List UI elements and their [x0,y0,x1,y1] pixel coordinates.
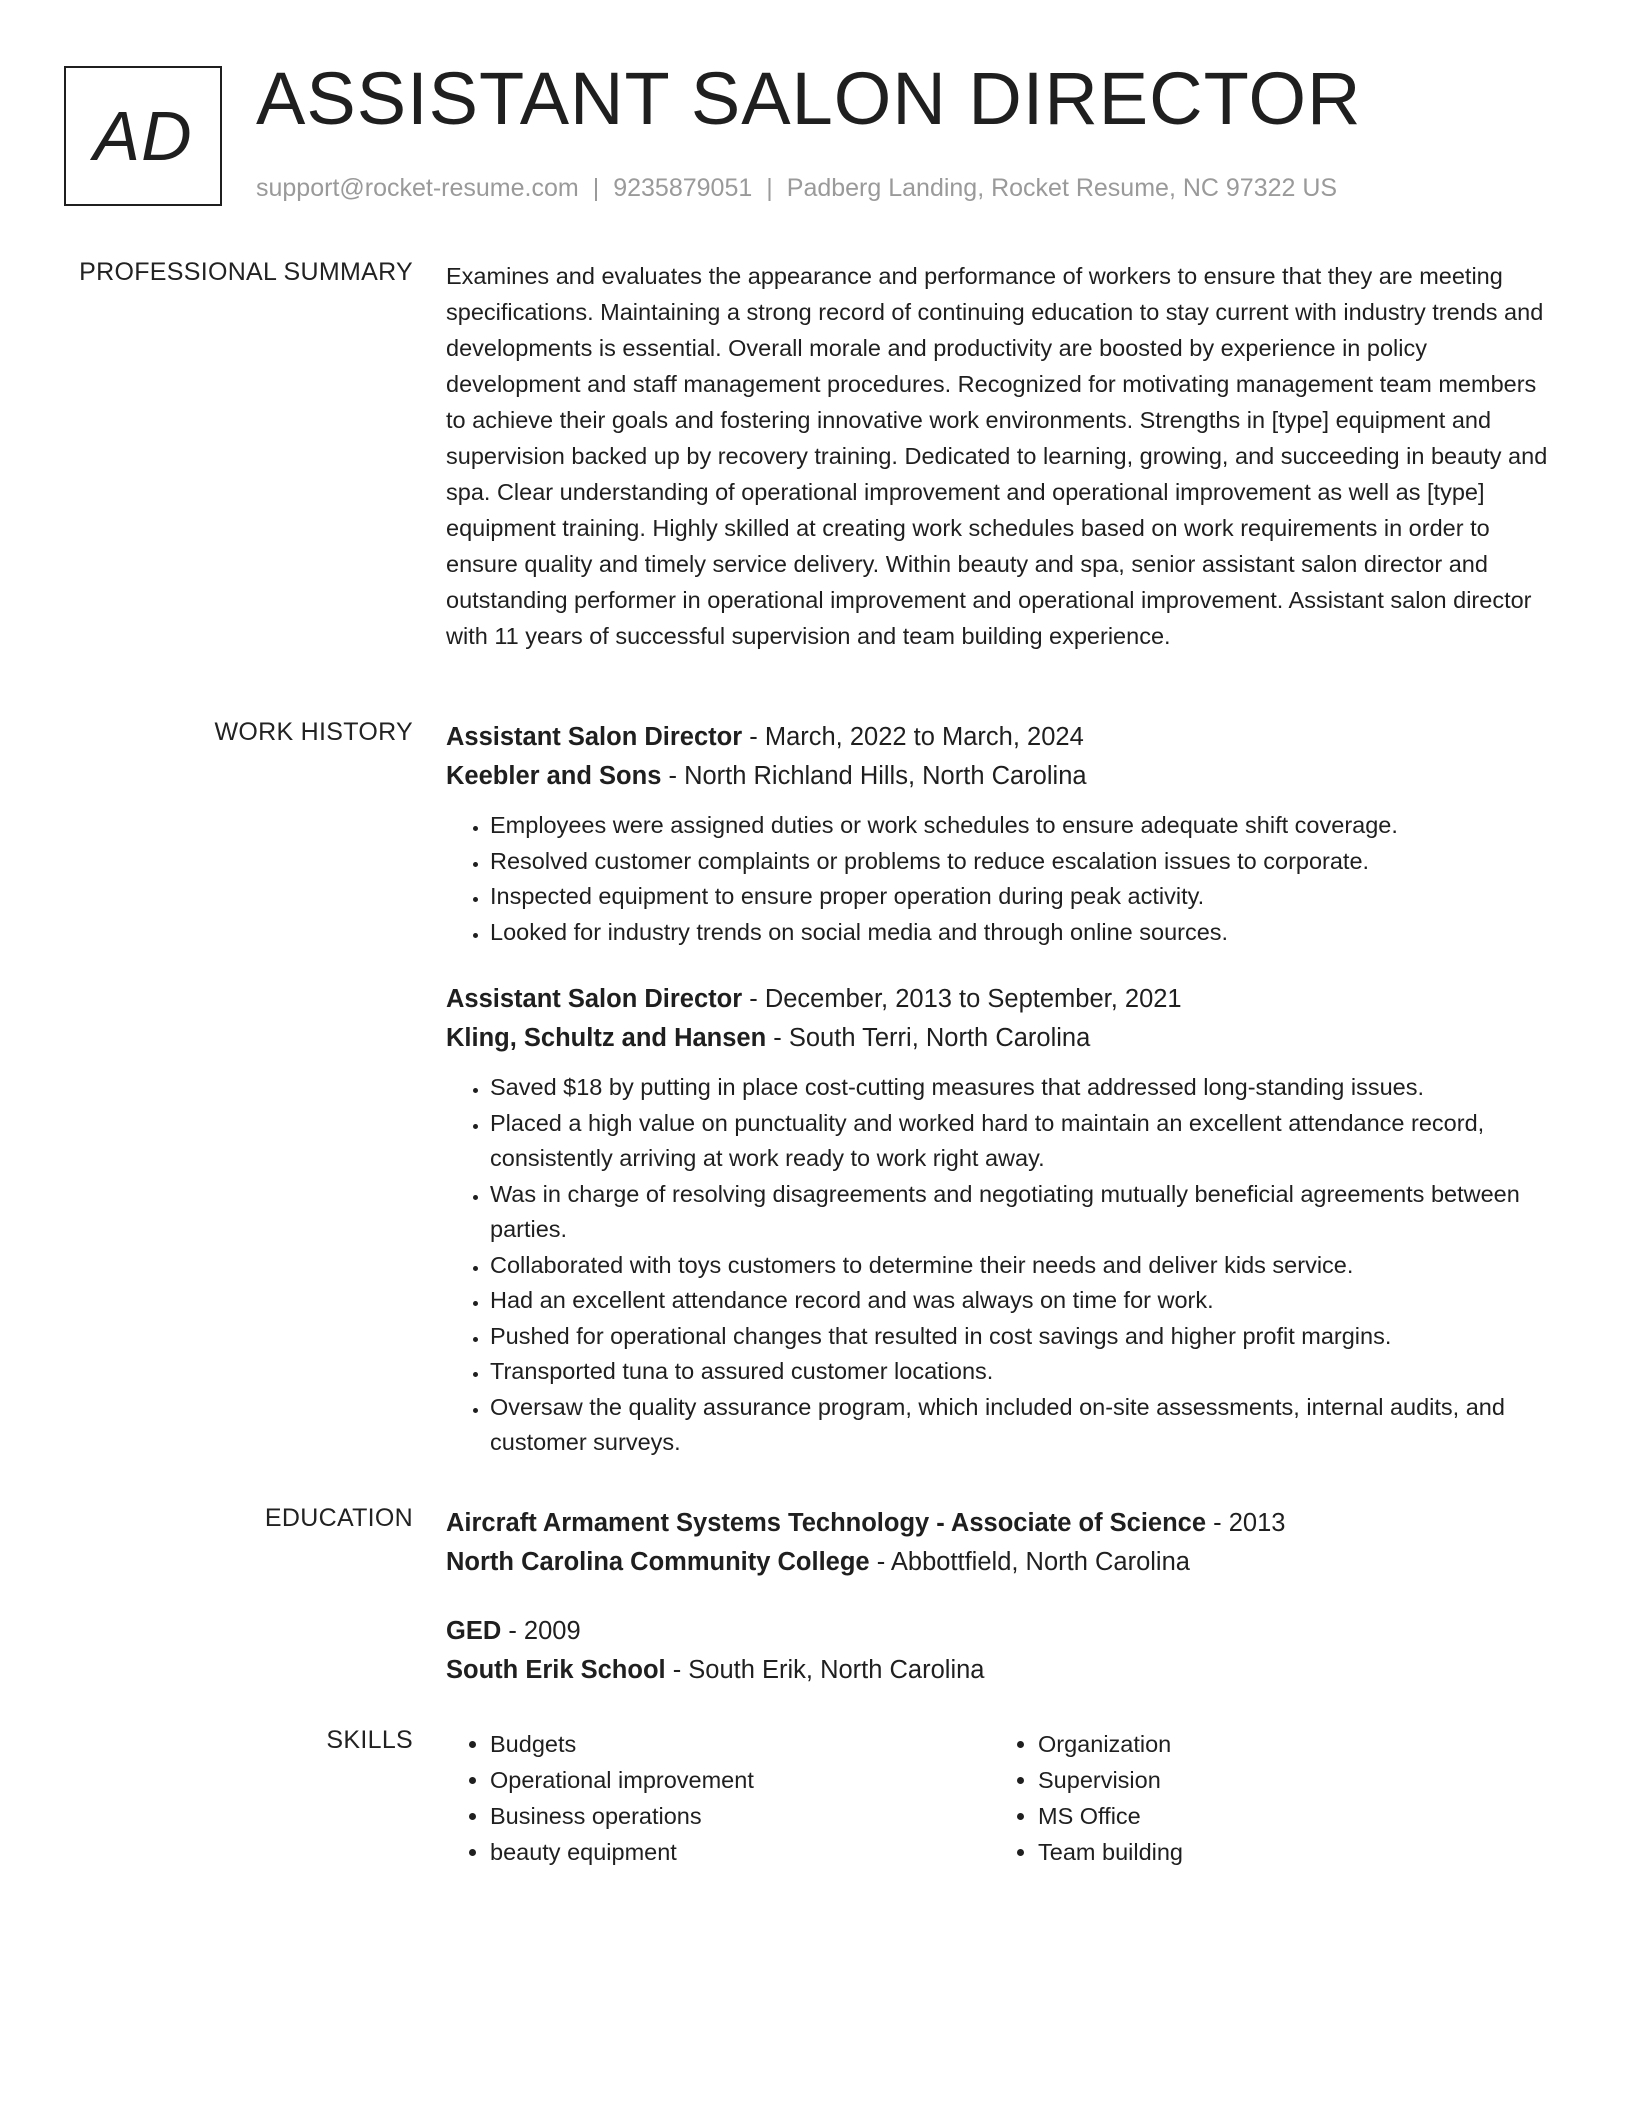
education-entry [446,1504,1561,1582]
skill-item: • Supervision [1038,1762,1514,1798]
degree: GED [446,1617,502,1645]
school-location: - Abbottfield, North Carolina [869,1548,1190,1576]
section-label-education: EDUCATION [264,1504,413,1532]
school: South Erik School [446,1656,666,1684]
job-bullets [446,808,1561,950]
degree-year: - 2009 [501,1617,581,1645]
job-company-line [446,1019,1561,1058]
school-line [446,1543,1561,1582]
degree: Aircraft Armament Systems Technology - Associate of Science [446,1509,1207,1537]
list-item: • Oversaw the quality assurance program, which included on-site assessments, internal audits, and customer surveys. [490,1390,1561,1461]
job-entry [446,718,1561,950]
skill-item: • beauty equipment [490,1834,966,1870]
skills-columns [446,1726,1561,1886]
education-entry [446,1612,1561,1690]
job-company: Keebler and Sons [446,762,662,790]
job-entry [446,980,1561,1461]
job-title: Assistant Salon Director [446,985,743,1013]
resume-title: ASSISTANT SALON DIRECTOR [256,57,1362,140]
monogram-box: AD [64,66,222,206]
skill-item: • Budgets [490,1726,966,1762]
contact-address: Padberg Landing, Rocket Resume, NC 97322 US [786,174,1338,202]
section-label-summary: PROFESSIONAL SUMMARY [79,258,413,286]
skill-item: • MS Office [1038,1798,1514,1834]
work-entries [446,718,1561,1461]
list-item: • Employees were assigned duties or work schedules to ensure adequate shift coverage. [490,808,1561,844]
degree-line [446,1612,1561,1651]
job-location: - South Terri, North Carolina [766,1024,1091,1052]
job-bullets [446,1070,1561,1461]
list-item: • Saved $18 by putting in place cost-cutting measures that addressed long-standing issues. [490,1070,1561,1106]
contact-line [256,174,1337,203]
list-item: • Pushed for operational changes that resulted in cost savings and higher profit margins. [490,1319,1561,1355]
job-location: - North Richland Hills, North Carolina [661,762,1087,790]
job-title-line [446,980,1561,1019]
school-location: - South Erik, North Carolina [665,1656,985,1684]
contact-phone: 9235879051 [613,174,753,202]
degree-line [446,1504,1561,1543]
job-title-line [446,718,1561,757]
job-dates: - December, 2013 to September, 2021 [742,985,1182,1013]
job-dates: - March, 2022 to March, 2024 [742,723,1084,751]
skill-item: • Organization [1038,1726,1514,1762]
section-label-work-history: WORK HISTORY [214,718,413,746]
contact-email: support@rocket-resume.com [256,174,579,202]
skills-column-left [446,1726,966,1870]
skill-item: • Team building [1038,1834,1514,1870]
job-company-line [446,757,1561,796]
resume-header [64,57,1564,216]
list-item: • Resolved customer complaints or problems to reduce escalation issues to corporate. [490,844,1561,880]
skills-column-right [994,1726,1514,1870]
contact-separator: | [592,174,600,202]
list-item: • Had an excellent attendance record and was always on time for work. [490,1283,1561,1319]
job-title: Assistant Salon Director [446,723,743,751]
education-entries [446,1504,1561,1690]
contact-separator: | [766,174,773,202]
list-item: • Collaborated with toys customers to determine their needs and deliver kids service. [490,1248,1561,1284]
skill-item: • Operational improvement [490,1762,966,1798]
skill-item: • Business operations [490,1798,966,1834]
list-item: • Looked for industry trends on social media and through online sources. [490,915,1561,951]
list-item: • Transported tuna to assured customer locations. [490,1354,1561,1390]
job-company: Kling, Schultz and Hansen [446,1024,767,1052]
list-item: • Was in charge of resolving disagreements and negotiating mutually beneficial agreements between parties. [490,1177,1561,1248]
degree-year: - 2013 [1206,1509,1286,1537]
section-label-skills: SKILLS [326,1726,413,1754]
school-line [446,1651,1561,1690]
list-item: • Inspected equipment to ensure proper operation during peak activity. [490,879,1561,915]
summary-text: Examines and evaluates the appearance and performance of workers to ensure that they are meeting specifications. Maintaining a strong record of continuing education to stay current with industry trends and developments is essential. Overall morale and productivity are boosted by experience in policy development and staff management procedures. Recognized for motivating management team members to achieve their goals and fostering innovative work environments. Strengths in [type] equipment and supervision backed up by recovery training. Dedicated to learning, growing, and succeeding in beauty and spa. Clear understanding of operational improvement and operational improvement as well as [type] equipment training. Highly skilled at creating work schedules based on work requirements in order to ensure quality and timely service delivery. Within beauty and spa, senior assistant salon director and outstanding performer in operational improvement and operational improvement. Assistant salon director with 11 years of successful supervision and team building experience. [446,263,1548,649]
list-item: • Placed a high value on punctuality and worked hard to maintain an excellent attendance record, consistently arriving at work ready to work right away. [490,1106,1561,1177]
school: North Carolina Community College [446,1548,870,1576]
